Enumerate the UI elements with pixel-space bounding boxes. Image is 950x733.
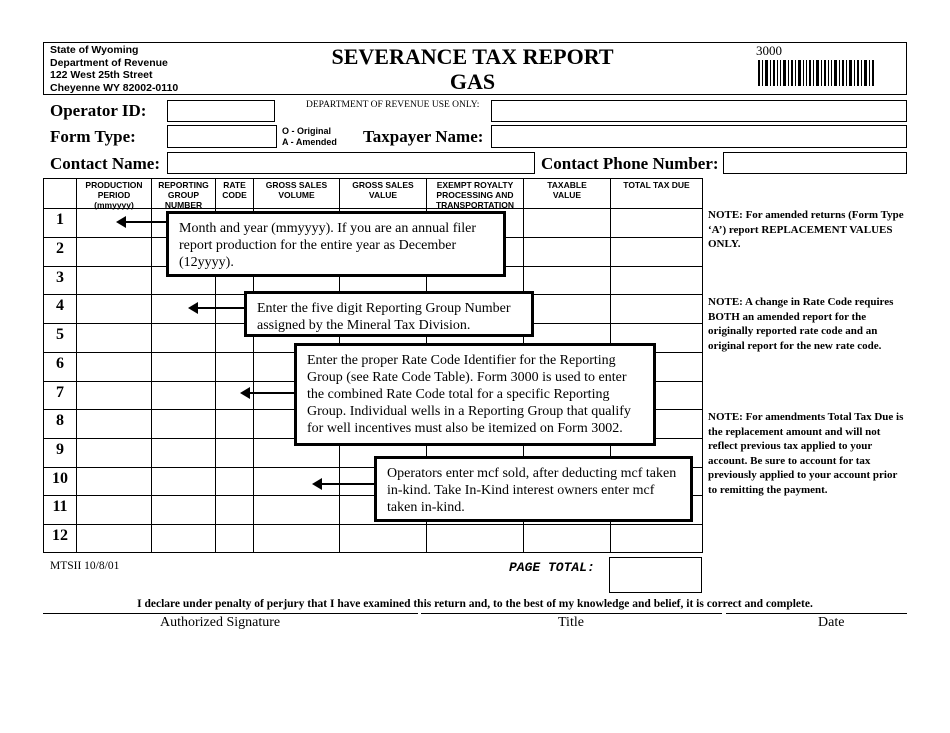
row-number: 12 bbox=[52, 527, 68, 544]
note-amendments-total: NOTE: For amendments Total Tax Due is the replacement amount and will not reflect previous tax applied to your account. Be sure to account for tax previously applied to your account prior to remitting the payment. bbox=[708, 411, 904, 496]
form-type-option-original: O - Original bbox=[282, 126, 332, 136]
row-number: 7 bbox=[56, 384, 64, 401]
col-header-line: TAXABLE bbox=[547, 180, 587, 190]
agency-line1: State of Wyoming bbox=[50, 44, 139, 56]
col-header-line: RATE bbox=[223, 180, 246, 190]
agency-line2: Department of Revenue bbox=[50, 56, 168, 69]
col-header-line: (mmyyyy) bbox=[94, 200, 134, 210]
col-header-total-tax-due bbox=[611, 180, 702, 190]
col-header-line: CODE bbox=[222, 190, 247, 200]
date-line bbox=[726, 613, 907, 614]
col-header-line: EXEMPT ROYALTY bbox=[436, 180, 514, 190]
contact-name-label: Contact Name: bbox=[50, 154, 160, 173]
col-header-line: REPORTING bbox=[158, 180, 209, 190]
row-number: 1 bbox=[56, 211, 64, 228]
signature-line bbox=[43, 613, 418, 614]
row-number: 8 bbox=[56, 412, 64, 429]
title-line bbox=[421, 613, 722, 614]
col-header-line: VALUE bbox=[368, 190, 398, 200]
form-type-option-amended: A - Amended bbox=[282, 137, 337, 147]
col-header-gross-sales-value bbox=[340, 180, 426, 200]
col-header-line: TRANSPORTATION bbox=[435, 200, 515, 210]
col-header-gross-sales-volume bbox=[254, 180, 339, 200]
perjury-declaration: I declare under penalty of perjury that I have examined this return and, to the best of my knowledge and belief, it is correct and complete. bbox=[137, 598, 813, 610]
row-number: 4 bbox=[56, 297, 64, 314]
form-type-label: Form Type: bbox=[50, 127, 136, 146]
form-title-line1: SEVERANCE TAX REPORT bbox=[331, 44, 614, 69]
row-number: 9 bbox=[56, 441, 64, 458]
page-total-label: PAGE TOTAL: bbox=[509, 560, 595, 575]
agency-line4: Cheyenne WY 82002-0110 bbox=[50, 81, 179, 94]
agency-line3: 122 West 25th Street bbox=[50, 69, 153, 81]
contact-phone-label: Contact Phone Number: bbox=[541, 154, 719, 173]
row-number: 5 bbox=[56, 326, 64, 343]
col-header-line: NUMBER bbox=[164, 200, 203, 210]
col-header-exempt-royalty bbox=[427, 180, 523, 210]
note-amended-returns: NOTE: For amended returns (Form Type ‘A’) report REPLACEMENT VALUES ONLY. bbox=[708, 209, 904, 250]
arrow-left-icon bbox=[248, 392, 295, 394]
dept-use-label: DEPARTMENT OF REVENUE USE ONLY: bbox=[306, 100, 480, 110]
callout-gross-sales-volume: Operators enter mcf sold, after deducting mcf taken in-kind. Take In-Kind interest owners enter mcf taken in-kind. bbox=[374, 456, 693, 522]
callout-reporting-group: Enter the five digit Reporting Group Number assigned by the Mineral Tax Division. bbox=[244, 291, 534, 337]
row-number: 11 bbox=[52, 498, 68, 515]
arrow-left-icon bbox=[196, 307, 244, 309]
revision-code: MTSII 10/8/01 bbox=[50, 560, 120, 572]
form-title-line2: GAS bbox=[449, 69, 496, 94]
col-header-reporting-group bbox=[152, 180, 215, 210]
col-header-rate-code bbox=[216, 180, 253, 200]
col-header-line: PRODUCTION bbox=[85, 180, 143, 190]
callout-rate-code: Enter the proper Rate Code Identifier for the Reporting Group (see Rate Code Table). Form 3000 is used to enter the combined Rate Code total for a specific Reporting Group. Individual wells in a Reporting Group that qualify for well incentives must also be itemized on Form 3002. bbox=[294, 343, 656, 446]
arrow-left-icon bbox=[124, 221, 168, 223]
col-header-line: VALUE bbox=[552, 190, 582, 200]
col-header-line: PERIOD bbox=[97, 190, 131, 200]
col-header-line: PROCESSING AND bbox=[436, 190, 514, 200]
col-header-line: VOLUME bbox=[278, 190, 315, 200]
col-header-line: GROSS SALES bbox=[265, 180, 328, 190]
col-header-production-period bbox=[77, 180, 151, 210]
date-label: Date bbox=[818, 615, 845, 630]
form-number: 3000 bbox=[756, 43, 782, 58]
taxpayer-name-label: Taxpayer Name: bbox=[363, 127, 484, 146]
callout-production-period: Month and year (mmyyyy). If you are an annual filer report production for the entire year as December (12yyyy). bbox=[166, 211, 506, 277]
row-number: 2 bbox=[56, 240, 64, 257]
row-number: 10 bbox=[52, 470, 68, 487]
title-label: Title bbox=[558, 615, 584, 630]
col-header-line: TOTAL TAX DUE bbox=[623, 180, 690, 190]
col-header-taxable-value bbox=[524, 180, 610, 200]
row-number: 6 bbox=[56, 355, 64, 372]
page-total-field[interactable] bbox=[609, 557, 702, 593]
col-header-line: GROSS SALES bbox=[352, 180, 414, 190]
row-number: 3 bbox=[56, 269, 64, 286]
operator-id-label: Operator ID: bbox=[50, 101, 147, 120]
authorized-signature-label: Authorized Signature bbox=[160, 615, 281, 630]
note-rate-code-change: NOTE: A change in Rate Code requires BOTH an amended report for the originally reported rate code and an original report for the new rate code. bbox=[708, 296, 894, 352]
col-header-line: GROUP bbox=[167, 190, 200, 200]
arrow-left-icon bbox=[320, 483, 375, 485]
